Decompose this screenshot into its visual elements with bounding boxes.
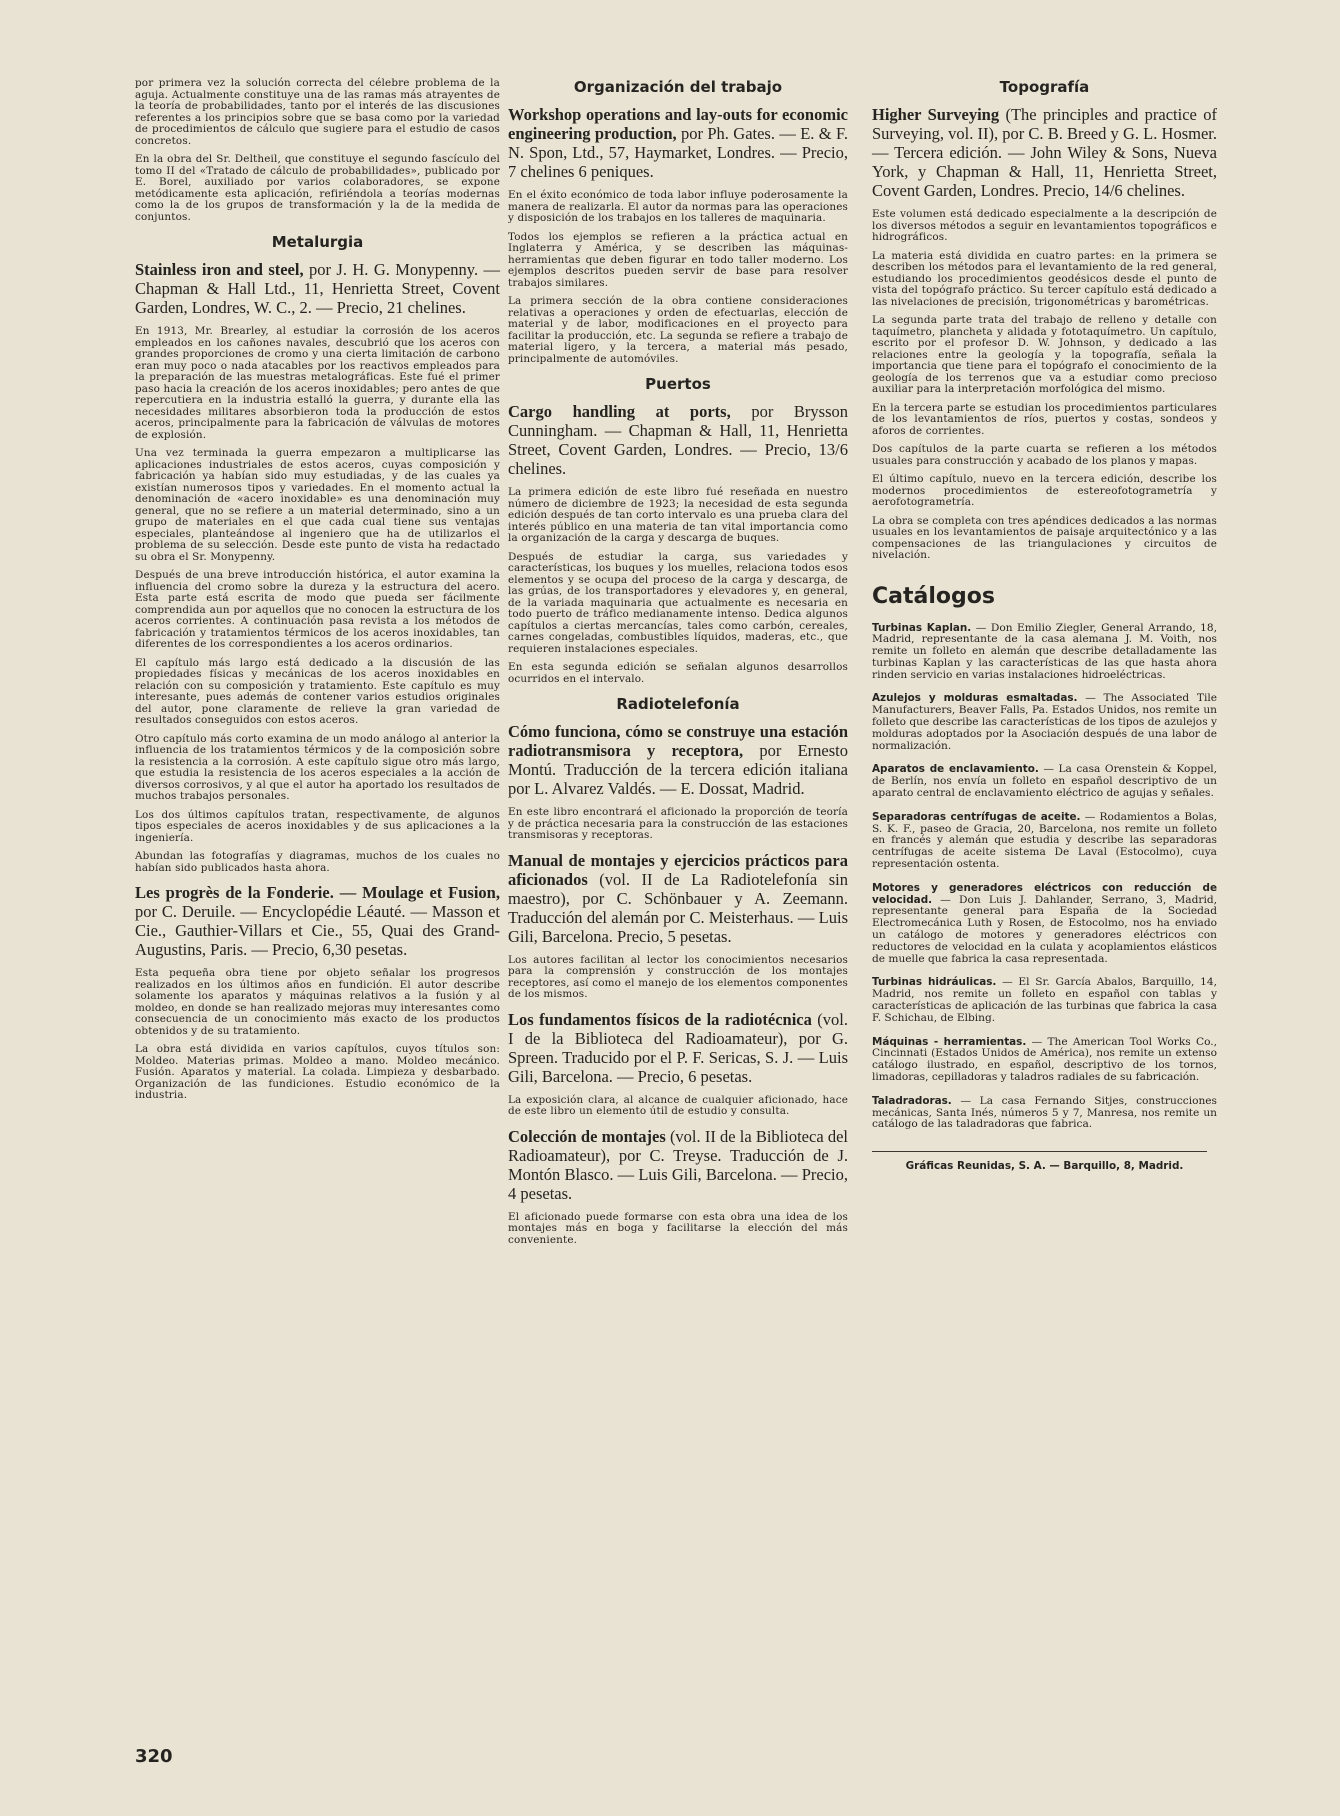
book-entry bbox=[508, 105, 848, 181]
catalog-title: Aparatos de enclavamiento. bbox=[872, 763, 1039, 776]
book-details: por C. Deruile. — Encyclopédie Léauté. — Masson et Cie., Gauthier-Villars et Cie., 55, Quai des Grand-Augustins, Paris. — Precio, 6,30 pesetas. bbox=[135, 902, 500, 959]
catalog-entry bbox=[872, 1096, 1217, 1131]
catalog-text: — Rodamientos a Bolas, S. K. F., paseo de Gracia, 20, Barcelona, nos remite un folleto en francés y alemán que estudia y describe las separadoras centrífugas de aceite sistema De Laval (Estocolmo), cuya representación ostenta. bbox=[872, 810, 1217, 871]
catalog-entry bbox=[872, 693, 1217, 752]
paragraph: En el éxito económico de toda labor influye poderosamente la manera de realizarla. El autor da normas para las operaciones y disposición de los trabajos en los talleres de maquinaria. bbox=[508, 189, 848, 224]
catalog-title: Azulejos y molduras esmaltadas. bbox=[872, 692, 1078, 705]
book-title: Manual de montajes y ejercicios prácticos para aficionados bbox=[508, 850, 848, 889]
book-title: Higher Surveying bbox=[872, 105, 1000, 124]
paragraph: La exposición clara, al alcance de cualquier aficionado, hace de este libro un elemento útil de estudio y consulta. bbox=[508, 1093, 848, 1117]
catalog-title: Separadoras centrífugas de aceite. bbox=[872, 810, 1081, 823]
book-title: Workshop operations and lay-outs for economic engineering production, bbox=[508, 105, 848, 143]
paragraph: Esta pequeña obra tiene por objeto señalar los progresos realizados en los últimos años en fundición. El autor describe solamente los aparatos y máquinas relativos a la fusión y al moldeo, en donde se han realizado mejoras muy interesantes como consecuencia de un conocimiento más exacto de los productos obtenidos y de su tratamiento. bbox=[135, 967, 500, 1037]
paragraph: La materia está dividida en cuatro partes: en la primera se describen los métodos para el levantamiento de la red general, estudiando los procedimientos geodésicos desde el punto de vista del topógrafo práctico. Su tercer capítulo está dedicado a las nivelaciones de precisión, trigonométricas y barométricas. bbox=[872, 249, 1217, 308]
book-details: (vol. I de la Biblioteca del Radioamateur), por G. Spreen. Traducido por el P. F. Sericas, S. J. — Luis Gili, Barcelona. — Precio, 6 pesetas. bbox=[508, 1009, 848, 1086]
book-details: por Ph. Gates. — E. & F. N. Spon, Ltd., 57, Haymarket, Londres. — Precio, 7 chelines 6 peniques. bbox=[508, 124, 848, 181]
paragraph: En la tercera parte se estudian los procedimientos particulares de los levantamientos de ríos, puertos y costas, sondeos y aforos de corrientes. bbox=[872, 401, 1217, 437]
catalog-entry bbox=[872, 812, 1217, 871]
paragraph: En este libro encontrará el aficionado la proporción de teoría y de práctica necesaria para la construcción de las estaciones transmisoras y receptoras. bbox=[508, 806, 848, 841]
book-entry bbox=[508, 402, 848, 478]
catalog-entry bbox=[872, 977, 1217, 1024]
paragraph: En esta segunda edición se señalan algunos desarrollos ocurridos en el intervalo. bbox=[508, 661, 848, 685]
paragraph: La primera sección de la obra contiene consideraciones relativas a operaciones y orden de efectuarlas, elección de material y de labor, modificaciones en el proyecto para facilitar la producción, etc. La segunda se refiere a trabajo de material ligero, y la tercera, a material más pesado, principalmente de automóviles. bbox=[508, 295, 848, 365]
paragraph: Este volumen está dedicado especialmente a la descripción de los diversos métodos a seguir en levantamientos topográficos e hidrográficos. bbox=[872, 208, 1217, 243]
book-details: (The principles and practice of Surveying, vol. II), por C. B. Breed y G. L. Hosmer. — Tercera edición. — John Wiley & Sons, Nueva York, y Chapman & Hall, 11, Henrietta Street, Covent Garden, Londres. Precio, 14/6 chelines. bbox=[872, 105, 1217, 200]
catalog-text: — La casa Fernando Sitjes, construcciones mecánicas, Santa Inés, números 5 y 7, Manresa, nos remite un catálogo de las taladradoras que fabrica. bbox=[872, 1094, 1217, 1131]
paragraph: Otro capítulo más corto examina de un modo análogo al anterior la influencia de los tratamientos térmicos y de la composición sobre la resistencia a la corrosión. A este capítulo sigue otro más largo, que estudia la resistencia de los aceros especiales a la acción de diversos corrosivos, y al que el autor ha aportado los resultados de muchos trabajos personales. bbox=[135, 732, 500, 802]
column-left bbox=[135, 78, 500, 1109]
paragraph: La segunda parte trata del trabajo de relleno y detalle con taquímetro, plancheta y alidada y fototaquímetro. Un capítulo, escrito por el profesor D. W. Johnson, y dedicado a las relaciones entre la geología y la topografía, señala la importancia que tiene para el topógrafo el conocimiento de la geología de los terrenos que va a estudiar como precioso auxiliar para la interpretación morfológica del mismo. bbox=[872, 314, 1217, 395]
paragraph: La primera edición de este libro fué reseñada en nuestro número de diciembre de 1923; la necesidad de esta segunda edición después de tan corto intervalo es una prueba clara del interés público en una materia de tan vital importancia como la organización de la carga y descarga de buques. bbox=[508, 486, 848, 544]
paragraph: Abundan las fotografías y diagramas, muchos de los cuales no habían sido publicados hasta ahora. bbox=[135, 850, 500, 874]
book-entry bbox=[508, 1127, 848, 1203]
paragraph: Una vez terminada la guerra empezaron a multiplicarse las aplicaciones industriales de estos aceros, cuyas composición y fabricación ya habían sido muy estudiadas, y de las cuales ya existían numerosos tipos y variedades. En el momento actual la denominación de «acero inoxidable» es una denominación muy general, que no se refiere a un material determinado, sino a un grupo de materiales en el que cada cual tiene sus ventajas especiales, planteándose al ingeniero que ha de utilizarlos el problema de su selección. Desde este punto de vista ha redactado su obra el Sr. Monypenny. bbox=[135, 447, 500, 563]
paragraph: En la obra del Sr. Deltheil, que constituye el segundo fascículo del tomo II del «Tratado de cálculo de probabilidades», publicado por E. Borel, auxiliado por varios colaboradores, se expone metódicamente esta aplicación, refiriéndola a teorías modernas como la de los grupos de transformación y la de la medida de conjuntos. bbox=[135, 153, 500, 223]
book-details: por Ernesto Montú. Traducción de la tercera edición italiana por L. Alvarez Valdés. — E. Dossat, Madrid. bbox=[508, 741, 848, 798]
catalog-entry bbox=[872, 623, 1217, 682]
book-details: por J. H. G. Monypenny. — Chapman & Hall Ltd., 11, Henrietta Street, Covent Garden, Londres, W. C., 2. — Precio, 21 chelines. bbox=[135, 260, 501, 317]
section-heading: Topografía bbox=[999, 78, 1090, 96]
paragraph: Dos capítulos de la parte cuarta se refieren a los métodos usuales para construcción y acabado de los planos y mapas. bbox=[872, 443, 1217, 467]
divider bbox=[872, 1151, 1207, 1152]
catalog-title: Taladradoras. bbox=[872, 1094, 952, 1107]
paragraph: El aficionado puede formarse con esta obra una idea de los montajes más en boga y facilitarse la elección del más conveniente. bbox=[508, 1210, 848, 1246]
catalog-text: — Don Emilio Ziegler, General Arrando, 18, Madrid, representante de la casa alemana J. M. Voith, nos remite un folleto en alemán que describe detalladamente las turbinas Kaplan y las características de las que hasta ahora rinden servicio en varias instalaciones hidroeléctricas. bbox=[872, 621, 1217, 681]
paragraph: En 1913, Mr. Brearley, al estudiar la corrosión de los aceros empleados en los cañones navales, descubrió que los aceros con grandes proporciones de cromo y una cierta limitación de carbono eran muy poco o nada atacables por los reactivos empleados para la preparación de las muestras metalográficas. Este fué el primer paso hacia la creación de los aceros inoxidables; pero antes de que repercutiera en la industria estalló la guerra, y durante ella las necesidades militares absorbieron toda la producción de estos aceros, principalmente para la fabricación de válvulas de motores de explosión. bbox=[135, 325, 500, 441]
section-heading: Organización del trabajo bbox=[573, 78, 783, 96]
section-heading-catalogos: Catálogos bbox=[872, 583, 995, 609]
paragraph: Los dos últimos capítulos tratan, respectivamente, de algunos tipos especiales de aceros inoxidables y de sus aplicaciones a la ingeniería. bbox=[135, 808, 500, 844]
book-entry bbox=[872, 105, 1217, 200]
paragraph: La obra se completa con tres apéndices dedicados a las normas usuales en los levantamientos de paisaje arquitectónico y a las compensaciones de las triangulaciones y circuitos de nivelación. bbox=[872, 514, 1217, 561]
book-entry bbox=[135, 260, 500, 317]
book-details: por Brysson Cunningham. — Chapman & Hall, 11, Henrietta Street, Covent Garden, Londres. — Precio, 13/6 chelines. bbox=[508, 402, 848, 478]
book-entry bbox=[508, 722, 848, 798]
printer-footer: Gráficas Reunidas, S. A. — Barquillo, 8, Madrid. bbox=[905, 1160, 1184, 1173]
paragraph: Después de una breve introducción histórica, el autor examina la influencia del cromo sobre la dureza y la estructura del acero. Esta parte está escrita de modo que pueda ser fácilmente comprendida aun por aquellos que no conocen la estructura de los aceros corrientes. A continuación pasa revista a los métodos de fabricación y tratamientos térmicos de los aceros inoxidables, tan diferentes de los correspondientes a los aceros ordinarios. bbox=[135, 569, 500, 650]
catalog-text: — Don Luis J. Dahlander, Serrano, 3, Madrid, representante general para España de la Sociedad Electromecánica Luth y Rosen, de Estocolmo, nos ha enviado un catálogo de motores y generadores eléctricos con reductores de velocidad en la culata y acoplamientos elásticos de muelle que fabrica la casa representada. bbox=[872, 893, 1217, 965]
catalog-text: — The American Tool Works Co., Cincinnati (Estados Unidos de América), nos remite un extenso catálogo ilustrado, en español, descriptivo de los tornos, limadoras, cepilladoras y taladros radiales de su fabricación. bbox=[872, 1035, 1218, 1083]
book-entry bbox=[508, 851, 848, 946]
catalog-text: — El Sr. García Abalos, Barquillo, 14, Madrid, nos remite un folleto en español con tablas y características de aplicación de las turbinas que fabrica la casa F. Schichau, de Elbing. bbox=[872, 976, 1217, 1024]
paragraph: El capítulo más largo está dedicado a la discusión de las propiedades físicas y mecánicas de los aceros inoxidables en relación con su composición y tratamiento. Este capítulo es muy interesante, pues además de contener varios estudios originales del autor, pone claramente de relieve la gran variedad de resultados conseguidos con estos aceros. bbox=[135, 656, 500, 726]
catalog-entry bbox=[872, 883, 1217, 966]
paragraph: La obra está dividida en varios capítulos, cuyos títulos son: Moldeo. Materias primas. Moldeo a mano. Moldeo mecánico. Fusión. Aparatos y material. La colada. Limpieza y desbarbado. Organización de las fundiciones. Estudio económico de la industria. bbox=[135, 1043, 500, 1101]
section-heading: Puertos bbox=[645, 375, 711, 393]
catalog-entry bbox=[872, 764, 1217, 799]
catalog-text: — The Associated Tile Manufacturers, Beaver Falls, Pa. Estados Unidos, nos remite un folleto que describe las características de los tipos de azulejos y molduras adoptados por la Asociación después de una labor de normalización. bbox=[872, 692, 1217, 752]
book-details: (vol. II de la Biblioteca del Radioamateur), por C. Treyse. Traducción de J. Montón Blasco. — Luis Gili, Barcelona. — Precio, 4 pesetas. bbox=[508, 1126, 848, 1203]
book-title: Stainless iron and steel, bbox=[135, 260, 304, 279]
section-heading: Radiotelefonía bbox=[616, 695, 740, 713]
book-title: Cargo handling at ports, bbox=[508, 402, 731, 421]
book-title: Les progrès de la Fonderie. — Moulage et Fusion, bbox=[135, 883, 500, 902]
section-heading: Metalurgia bbox=[271, 233, 364, 251]
paragraph: Después de estudiar la carga, sus variedades y características, los buques y los muelles, relaciona todos esos elementos y se ocupa del proceso de la carga y descarga, de las grúas, de los transportadores y elevadores y, en general, de la variada maquinaria que actualmente es necesaria en todo puerto de tráfico medianamente intenso. Dedica algunos capítulos a ciertas mercancías, tales como carbón, cereales, carnes congeladas, combustibles líquidos, maderas, etc., que requieren instalaciones especiales. bbox=[508, 550, 848, 655]
catalog-title: Motores y generadores eléctricos con reducción de velocidad. bbox=[872, 881, 1217, 906]
catalog-title: Turbinas Kaplan. bbox=[872, 621, 972, 634]
paragraph: El último capítulo, nuevo en la tercera edición, describe los modernos procedimientos de estereofotogrametría y aerofotogrametría. bbox=[872, 473, 1217, 508]
book-entry bbox=[135, 883, 500, 959]
book-title: Colección de montajes bbox=[508, 1126, 666, 1146]
column-right bbox=[872, 78, 1217, 1172]
paragraph: Todos los ejemplos se refieren a la práctica actual en Inglaterra y América, y se describen las máquinas-herramientas que deben figurar en todo taller moderno. Los ejemplos descritos pueden servir de base para resolver trabajos similares. bbox=[508, 230, 848, 289]
catalog-title: Turbinas hidráulicas. bbox=[872, 976, 997, 989]
paragraph: Los autores facilitan al lector los conocimientos necesarios para la comprensión y construcción de los montajes receptores, así como el manejo de los elementos componentes de los mismos. bbox=[508, 953, 848, 1000]
page-number: 320 bbox=[135, 1746, 173, 1767]
catalog-text: — La casa Orenstein & Koppel, de Berlín, nos envía un folleto en español descriptivo de un aparato central de enclavamiento eléctrico de agujas y señales. bbox=[872, 763, 1217, 800]
paragraph: por primera vez la solución correcta del célebre problema de la aguja. Actualmente constituye una de las ramas más atrayentes de la teoría de probabilidades, tanto por el interés de las discusiones referentes a los principios sobre que se basa como por la variedad de procedimientos de cálculo que sugiere para el estudio de casos concretos. bbox=[135, 77, 500, 147]
book-title: Cómo funciona, cómo se construye una estación radiotransmisora y receptora, bbox=[508, 722, 848, 760]
book-details: (vol. II de La Radiotelefonía sin maestro), por C. Schönbauer y A. Zeemann. Traducción del alemán por C. Meisterhaus. — Luis Gili, Barcelona. Precio, 5 pesetas. bbox=[508, 869, 848, 946]
catalog-entry bbox=[872, 1037, 1217, 1084]
book-title: Los fundamentos físicos de la radiotécnica bbox=[508, 1009, 812, 1029]
catalog-title: Máquinas - herramientas. bbox=[872, 1035, 1027, 1048]
column-middle bbox=[508, 78, 848, 1253]
book-entry bbox=[508, 1010, 848, 1086]
